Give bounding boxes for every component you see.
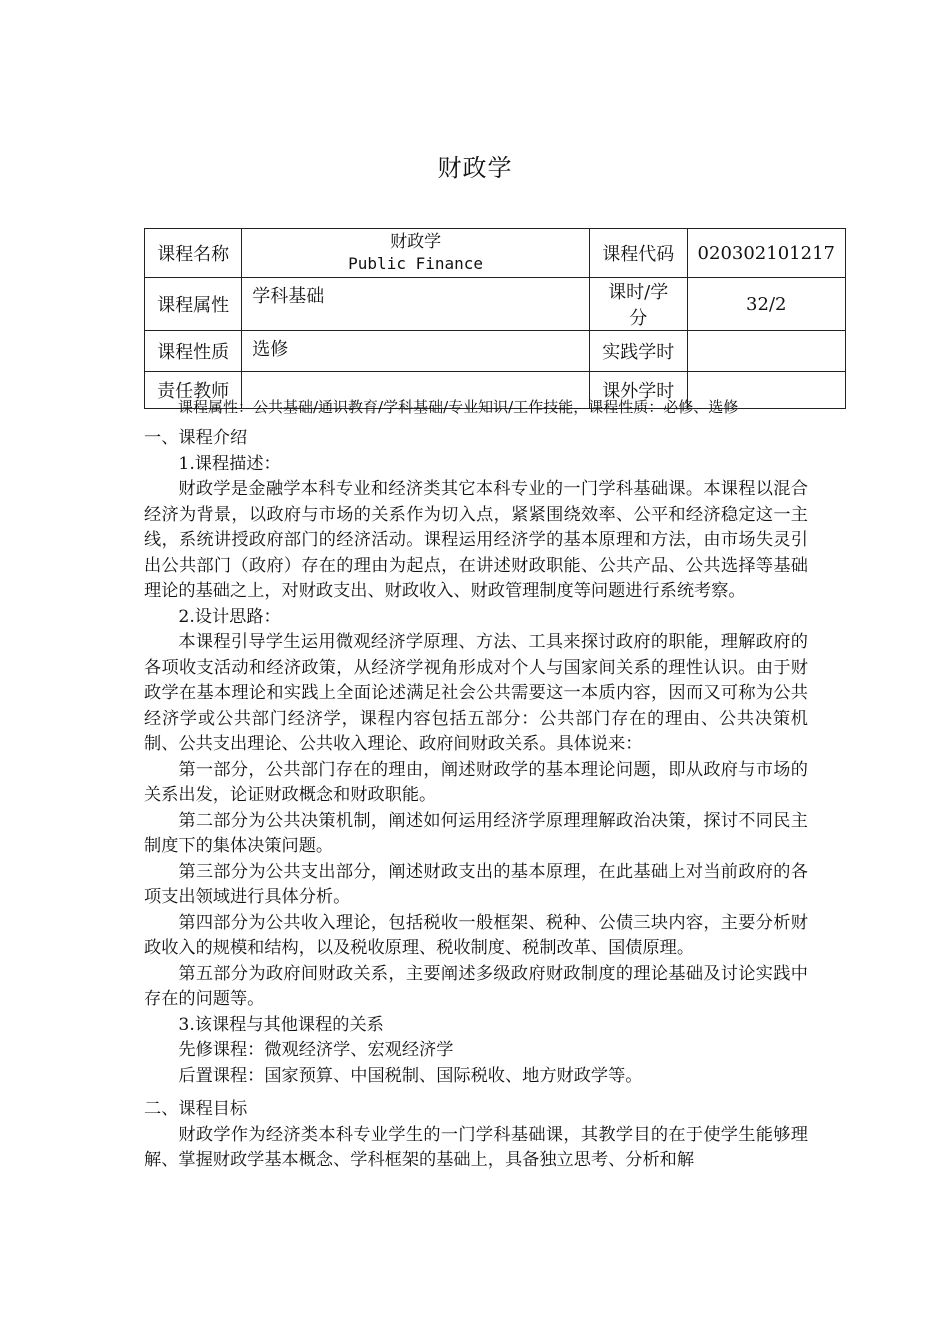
section-heading: 一、课程介绍	[144, 428, 248, 448]
course-nature-value: 选修	[242, 331, 590, 372]
course-attr-label: 课程属性	[145, 278, 242, 331]
course-code-label: 课程代码	[589, 229, 687, 278]
section-heading: 二、课程目标	[144, 1099, 248, 1119]
course-info-table	[144, 228, 846, 409]
table-row	[145, 331, 846, 372]
course-name-label: 课程名称	[145, 229, 242, 278]
paragraph: 第三部分为公共支出部分，阐述财政支出的基本原理，在此基础上对当前政府的各项支出领域进行具体分析。	[144, 861, 808, 907]
subsection-heading: 1.课程描述：	[178, 453, 281, 474]
practice-hours-label: 实践学时	[589, 331, 687, 372]
paragraph: 先修课程：微观经济学、宏观经济学	[178, 1040, 454, 1060]
course-name-cn: 财政学	[390, 232, 442, 252]
document-body	[144, 426, 808, 1174]
teacher-label: 责任教师	[145, 372, 242, 409]
paragraph: 第一部分，公共部门存在的理由，阐述财政学的基本理论问题，即从政府与市场的关系出发，论证财政概念和财政职能。	[144, 759, 808, 805]
paragraph: 第四部分为公共收入理论，包括税收一般框架、税种、公债三块内容，主要分析财政收入的规模和结构，以及税收原理、税收制度、税制改革、国债原理。	[144, 912, 808, 958]
paragraph: 第二部分为公共决策机制，阐述如何运用经济学原理理解政治决策，探讨不同民主制度下的集体决策问题。	[144, 810, 808, 856]
practice-hours-value	[687, 331, 845, 372]
extra-hours-label: 课外学时	[589, 372, 687, 409]
paragraph: 财政学是金融学本科专业和经济类其它本科专业的一门学科基础课。本课程以混合经济为背景，以政府与市场的关系作为切入点，紧紧围绕效率、公平和经济稳定这一主线，系统讲授政府部门的经济活动。课程运用经济学的基本原理和方法，由市场失灵引出公共部门（政府）存在的理由为起点，在讲述财政职能、公共产品、公共选择等基础理论的基础之上，对财政支出、财政收入、财政管理制度等问题进行系统考察。	[144, 479, 808, 601]
table-note: 课程属性：公共基础/通识教育/学科基础/专业知识/工作技能，课程性质：必修、选修	[178, 398, 739, 416]
paragraph: 后置课程：国家预算、中国税制、国际税收、地方财政学等。	[178, 1065, 643, 1086]
course-name-cell	[242, 229, 590, 278]
paragraph: 财政学作为经济类本科专业学生的一门学科基础课，其教学目的在于使学生能够理解、掌握财政学基本概念、学科框架的基础上，具备独立思考、分析和解	[144, 1124, 808, 1170]
paragraph: 本课程引导学生运用微观经济学原理、方法、工具来探讨政府的职能，理解政府的各项收支活动和经济政策，从经济学视角形成对个人与国家间关系的理性认识。由于财政学在基本理论和实践上全面论述满足社会公共需要这一本质内容，因而又可称为公共经济学或公共部门经济学，课程内容包括五部分：公共部门存在的理由、公共决策机制、公共支出理论、公共收入理论、政府间财政关系。具体说来：	[144, 632, 808, 754]
paragraph: 第五部分为政府间财政关系，主要阐述多级政府财政制度的理论基础及讨论实践中存在的问题等。	[144, 963, 808, 1009]
document-title: 财政学	[437, 154, 513, 182]
course-code-value: 020302101217	[687, 229, 845, 278]
hours-label: 课时/学分	[589, 278, 687, 331]
table-row	[145, 229, 846, 278]
hours-value: 32/2	[687, 278, 845, 331]
subsection-heading: 2.设计思路：	[178, 606, 281, 627]
table-row	[145, 278, 846, 331]
subsection-heading: 3.该课程与其他课程的关系	[178, 1014, 384, 1035]
course-nature-label: 课程性质	[145, 331, 242, 372]
course-attr-value: 学科基础	[242, 278, 590, 331]
course-name-en: Public Finance	[348, 254, 484, 273]
